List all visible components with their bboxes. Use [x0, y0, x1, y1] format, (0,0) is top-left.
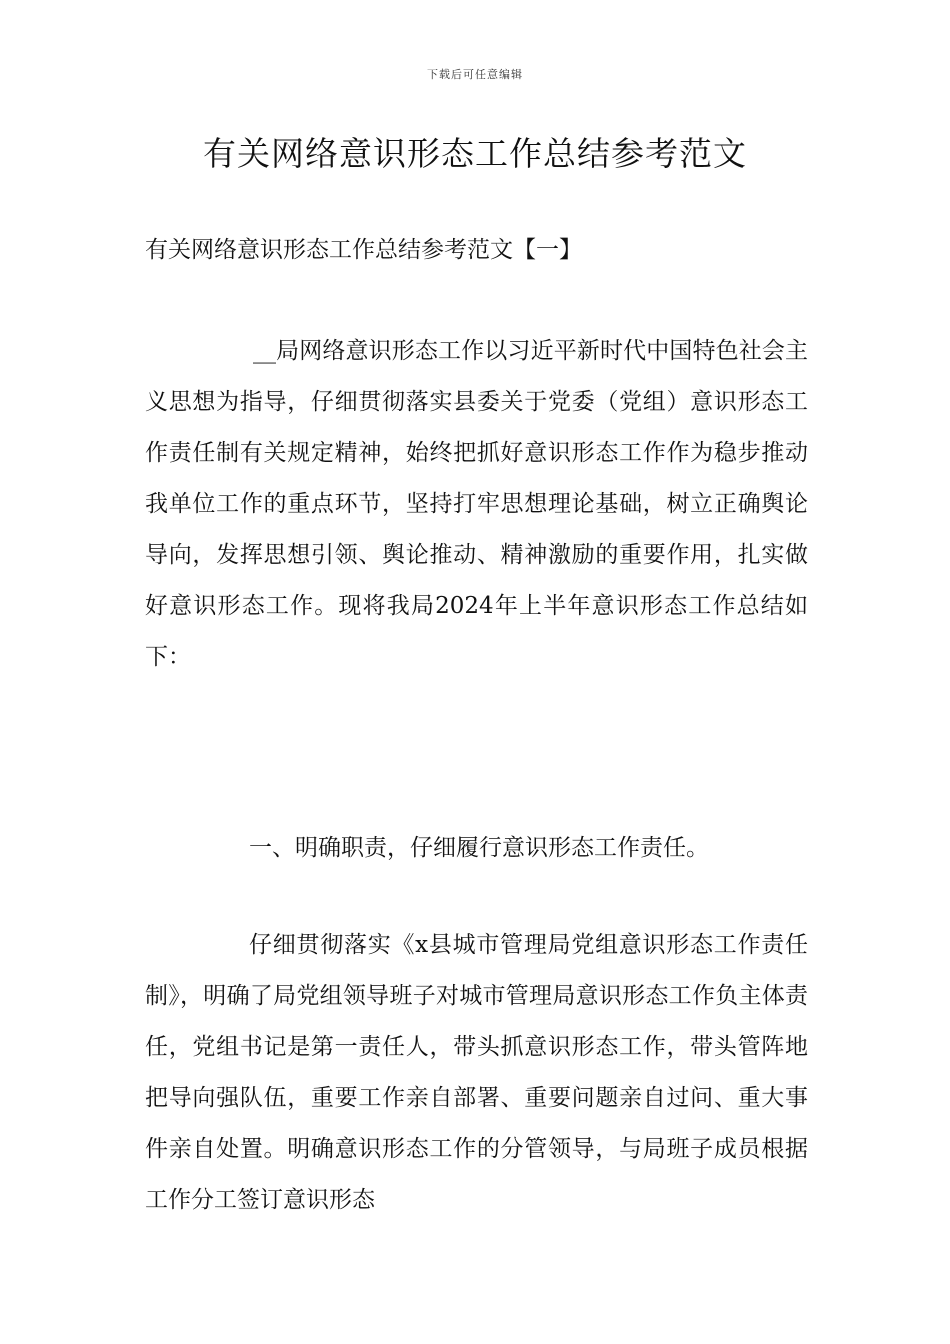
header-note: 下载后可任意编辑: [427, 68, 523, 81]
paragraph-body: 仔细贯彻落实《x县城市管理局党组意识形态工作责任制》，明确了局党组领导班子对城市管理局意识形态工作负主体责任，党组书记是第一责任人，带头抓意识形态工作，带头管阵地把导向强队伍，重要工作亲自部署、重要问题亲自过问、重大事件亲自处置。明确意识形态工作的分管领导，与局班子成员根据工作分工签订意识形态: [145, 932, 808, 1213]
paragraph-intro: __局网络意识形态工作以习近平新时代中国特色社会主义思想为指导，仔细贯彻落实县委关于党委（党组）意识形态工作责任制有关规定精神，始终把抓好意识形态工作作为稳步推动我单位工作的重点环节，坚持打牢思想理论基础，树立正确舆论导向，发挥思想引领、舆论推动、精神激励的重要作用，扎实做好意识形态工作。现将我局2024年上半年意识形态工作总结如下：: [145, 338, 808, 670]
document-title: 有关网络意识形态工作总结参考范文: [203, 134, 747, 173]
section-title: 有关网络意识形态工作总结参考范文【一】: [145, 237, 582, 263]
paragraph-heading-one: 一、明确职责，仔细履行意识形态工作责任。: [249, 835, 709, 861]
